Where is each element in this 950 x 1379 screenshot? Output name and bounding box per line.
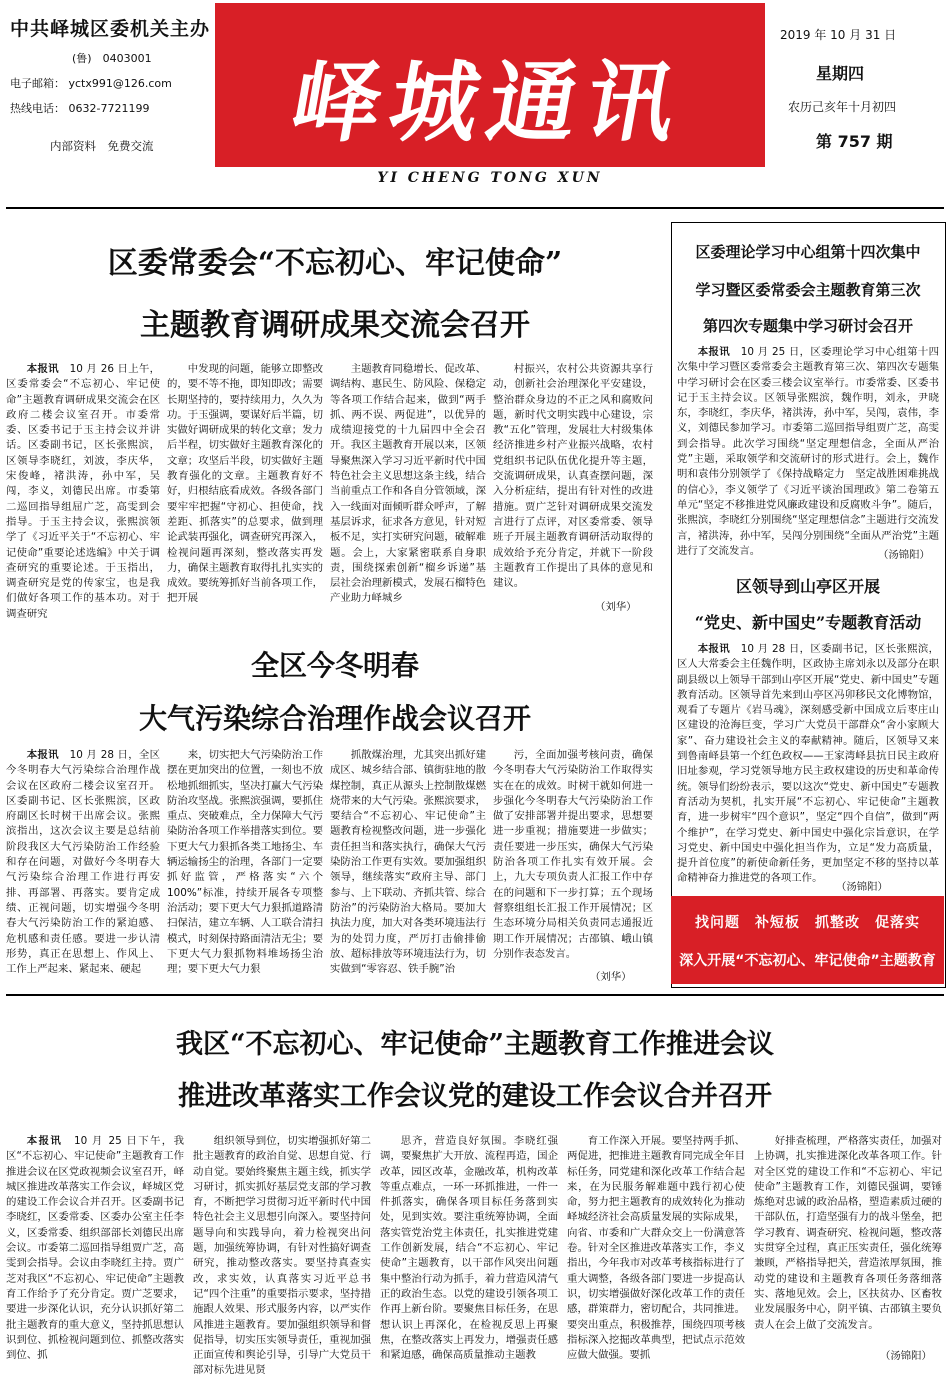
issue-number: 第 757 期 (816, 132, 893, 151)
newspaper-title: 峄城通讯 (283, 50, 695, 154)
article2-column2 (167, 748, 323, 984)
article3-column2 (193, 1134, 371, 1377)
side2-lead: 本报讯 (697, 643, 731, 655)
side2-byline: （汤锦阳） (836, 881, 888, 893)
side2-text: 10 月 28 日，区委副书记，区长张熙滨，区人大常委会主任魏作明，区政协主席刘永以及部分在职副县级以上领导干部到山亭区开展“党史、新中国史”专题教育活动。区领导首先来到山亭区冯卯移民文化博物馆，观看了专题片《岩马魂》，深刻感受新中国成立后枣庄山区建设的沧海巨变，学习广大党员干部群众“舍小家顾大家”、奋力建设社会主义的奉献精神。随后，区领导又来到鲁南峄县第一个红色政权——王家湾峄县抗日民主政府旧址参观，学习党领导地方民主政权建设的历史和革命传统。领导们纷纷表示，要以这次“党史、新中国史”专题教育活动为契机，扎实开展“不忘初心、牢记使命”主题教育，进一步树牢“四个意识”，坚定“四个自信”，做到“两个维护”，在学习党史、新中国史中强化宗旨意识，在学习党史、新中国史中强化担当作为，立足“发力高质量，提升首位度”的新使命新任务，更加坚定不移的坚持以革命精神奋力推进党的各项工作。 (677, 643, 939, 885)
side1-byline: （汤锦阳） (878, 549, 930, 561)
slogan-banner (671, 896, 944, 984)
article2-text3: 抓散煤治理，尤其突出抓好建成区、城乡结合部、镇街驻地的散煤控制，真正从源头上控制散煤燃烧带来的大气污染。张熙滨要求，要结合“不忘初心、牢记使命”主题教育检视整改问题，进一步强化责任担当和落实执行，确保大气污染防治工作更有实效。要加强组织领导，继续落实“政府主导、部门参与、上下联动、齐抓共管、综合防治”的污染防治大格局。要加大执法力度，加大对各类环境违法行为的处罚力度，严厉打击偷排偷放、超标排放等环境违法行为，切实做到“零容忍、铁手腕”治 (330, 749, 486, 976)
article1-headline-line1: 区委常委会“不忘初心、牢记使命” (107, 246, 563, 281)
issue-lunar-date: 农历己亥年十月初四 (788, 100, 897, 114)
article2-column3 (330, 748, 486, 984)
publisher-name: 中共峄城区委机关主办 (10, 18, 211, 40)
article1-column4 (493, 362, 653, 600)
internal-note: 内部资料 免费交流 (50, 139, 154, 153)
side2-headline-line2: “党史、新中国史”专题教育活动 (694, 613, 922, 632)
article2-headline-line2: 大气污染综合治理作战会议召开 (138, 702, 531, 735)
article3-column5 (754, 1134, 942, 1348)
article1-byline: （刘华） (595, 601, 637, 613)
article2-text4: 污，全面加强考核问责，确保今冬明春大气污染防治工作取得实实在在的成效。时树干就如何进一步强化今冬明春大气污染防治工作做了安排部署并提出要求，思想要进一步重视；措施要进一步做实；责任要进一步压实，确保大气污染防治各项工作扎实有效开展。会上，九大专项负责人汇报工作中存在的问题和下一步打算；五个现场督察组组长汇报工作开展情况；区生态环境分局相关负责同志通报近期工作开展情况；古邵镇、峨山镇分别作表态发言。 (493, 749, 653, 960)
article2-lead: 本报讯 (26, 749, 59, 761)
article1-column3 (330, 362, 486, 614)
article3-text4: 育工作深入开展。要坚持两手抓、两促进，把推进主题教育同完成全年目标任务，同党建和深化改革工作结合起来，在为民服务解难题中践行初心使命，努力把主题教育的成效转化为推动峄城经济社会高质量发展的实际成果，向省、市委和广大群众交上一份满意答卷。针对全区推进改革落实工作，李义指出，今年我市对改革考核指标进行了重大调整，各级各部门要进一步提高认识，切实增强做好深化改革工作的责任感，群策群力，密切配合，共同推进。要突出重点，积极推荐，围绕四项考核指标深入挖掘改革典型，把试点示范效应做大做强。要抓 (567, 1135, 745, 1362)
article2-byline: （刘华） (590, 971, 632, 983)
article3-text5: 好排查梳理，严格落实责任，加强对上协调，扎实推进深化改革各项工作。针对全区党的建设工作和“不忘初心、牢记使命”主题教育工作，刘德民强调，要锤炼绝对忠诚的政治品格，塑造素质过硬的干部队伍，打造坚强有力的战斗堡垒，把学习教育、调查研究、检视问题，整改落实贯穿全过程，真正压实责任，强化统筹兼顾，严格指导把关，营造浓厚氛围，推动党的建设和主题教育各项任务落细落实、落地见效。会上，区扶贫办、区畜牧业发展服务中心，阴平镇、古邵镇主要负责人在会上做了交流发言。 (754, 1135, 942, 1331)
article1-headline-line2: 主题教育调研成果交流会召开 (140, 308, 530, 343)
article3-text1: 10 月 25 日下午，我区“不忘初心、牢记使命”主题教育工作推进会议在区党政视频会议室召开，峄城区推进改革落实工作会议，峄城区党的建设工作会议合并召开。区委副书记李晓红，区委常委、区委办公室主任李义，区委常委、组织部部长刘德民出席会议。市委第二巡回指导组贾广芝，高雯到会指导。会议由李晓红主持。贾广芝对我区“不忘初心、牢记使命”主题教育工作给予了充分肯定。贾广芝要求，要进一步深化认识，充分认识抓好第二批主题教育的重大意义，坚持抓思想认识到位、抓检视问题到位、抓整改落实到位、抓 (6, 1135, 185, 1362)
side1-headline-line2: 学习暨区委常委会主题教育第三次 (695, 281, 921, 299)
newspaper-title-block (215, 3, 765, 188)
article3-headline-line2: 推进改革落实工作会议党的建设工作会议合并召开 (178, 1081, 772, 1112)
article1-lead: 本报讯 (26, 363, 59, 375)
article3-column1 (6, 1134, 184, 1364)
phone-line: 热线电话： 0632-7721199 (10, 102, 150, 115)
section-rule (6, 994, 944, 996)
masthead-right (780, 26, 940, 152)
article3-text3: 思齐，营造良好氛围。李晓红强调，要聚焦扩大开放、流程再造，国企改革，园区改革，金融改革，机构改革等重点难点，一环一环抓推进，一件一件抓落实，确保各项目标任务落到实处，见到实效。要注重统筹协调，全面落实管党治党主体责任，扎实推进党建工作创新发展，结合“不忘初心、牢记使命”主题教育，以干部作风突出问题集中整治行动为抓手，着力营造风清气正的政治生态。以党的建设引领各项工作再上新台阶。要聚焦目标任务，在思想认识上再深化，在检视反思上再聚焦，在整改落实上再发力，增强责任感和紧迫感，确保高质量推动主题教 (380, 1135, 558, 1362)
registration-number: (鲁) 0403001 (72, 52, 152, 65)
article1-text4: 村振兴，农村公共资源共享行动，创新社会治理深化平安建设，整治群众身边的不正之风和腐败问题，新时代文明实践中心建设，宗教“五化”管理，发展壮大村级集体经济推进乡村产业振兴战略，农村党组织书记队伍优化提升等主题，交流调研成果，认真查摆问题，深入分析症结，提出有针对性的改进措施。贾广芝针对调研成果交流发言进行了点评，对区委常委、领导班子开展主题教育调研活动取得的成效给予充分肯定，并就下一阶段主题教育工作提出了具体的意见和建议。 (493, 363, 653, 590)
article1-text3: 主题教育同稳增长、促改革、调结构、惠民生、防风险、保稳定等各项工作结合起来，做到“两手抓、两不误、两促进”，以优异的成绩迎接党的十九届四中全会召开。我区主题教育开展以来，区领导聚焦深入学习习近平新时代中国特色社会主义思想这条主线，结合当前重点工作和各自分管领域，深入一线面对面倾听群众呼声，了解基层诉求，征求各方意见，针对短板不足，实打实研究问题，破解难题。会上，大家紧密联系自身职责，围绕探索创新“榴乡诉递”基层社会治理新模式，发展石榴特色产业助力峄城乡 (330, 363, 486, 605)
email-line: 电子邮箱： yctx991@126.com (10, 77, 172, 90)
article3-text2: 组织领导到位，切实增强抓好第二批主题教育的政治自觉、思想自觉、行动自觉。要始终聚焦主题主线，抓实学习研讨，抓实抓好基层党支部的学习教育，不断把学习贯彻习近平新时代中国特色社会主义思想引向深入。要坚持问题导向和实践导向，着力检视突出问题，加强统筹协调，有针对性搞好调查研究，推动整改落实。要坚持真查实改，求实效，认真落实习近平总书记“四个注重”的重要指示要求，坚持措施跟人效果、形式服务内容，以严实作风推进主题教育。要加强组织领导和督促指导，切实压实领导责任，重视加强正面宣传和舆论引导，引导广大党员干部对标先进见贤 (193, 1135, 371, 1377)
newspaper-title-pinyin: YI CHENG TONG XUN (215, 167, 765, 189)
article3-column3 (380, 1134, 558, 1364)
article1-column1 (6, 362, 161, 620)
issue-weekday: 星期四 (816, 64, 865, 83)
side2-body (677, 642, 939, 885)
article2-column4 (493, 748, 653, 970)
side1-lead: 本报讯 (697, 346, 731, 358)
article2-headline-line1: 全区今冬明春 (250, 649, 419, 682)
masthead-rule (6, 207, 944, 209)
article2-column1 (6, 748, 160, 984)
masthead-left (10, 14, 210, 154)
side2-headline-line1: 区领导到山亭区开展 (735, 577, 880, 596)
article3-headline-line1: 我区“不忘初心、牢记使命”主题教育工作推进会议 (175, 1029, 775, 1060)
side1-headline-line1: 区委理论学习中心组第十四次集中 (695, 243, 921, 261)
article3-byline: （汤锦阳） (880, 1350, 932, 1362)
article2-text1: 10 月 28 日，全区今冬明春大气污染综合治理作战会议在区政府二楼会议室召开。区委副书记、区长张熙滨，区政府副区长时树干出席会议。张熙滨指出，这次会议主要是总结前阶段我区大气污染防治工作经验和存在问题，对做好今冬明春大气污染综合治理工作进行再安排、再部署、再落实。要肯定成绩、正视问题，切实增强今冬明春大气污染防治工作的紧迫感、危机感和责任感。要进一步认清形势，真正在思想上、作风上、工作上严起来、紧起来、硬起 (6, 749, 161, 976)
slogan-line2: 深入开展“不忘初心、牢记使命”主题教育 (679, 953, 936, 969)
article2-text2: 来，切实把大气污染防治工作摆在更加突出的位置，一刻也不放松地抓细抓实，坚决打赢大气污染防治攻坚战。张熙滨强调，要抓住重点、突破难点，全力保障大气污染防治各项工作举措落实到位。要下更大气力狠抓各类工地扬尘、车辆运输扬尘的治理，各部门一定要抓好监管，严格落实“六个 100%”标准，持续开展各专项整治活动；要下更大气力狠抓道路清扫保洁，建立车辆、人工联合清扫模式，时刻保持路面清洁无尘；要下更大气力狠抓物料堆场扬尘治理；要下更大气力狠 (167, 749, 323, 976)
side1-headline-line3: 第四次专题集中学习研讨会召开 (702, 317, 913, 335)
article3-column4 (567, 1134, 745, 1364)
slogan-line1: 找问题 补短板 抓整改 促落实 (695, 915, 920, 931)
article1-text1: 10 月 26 日上午，区委常委会“不忘初心、牢记使命”主题教育调研成果交流会在区政府二楼会议室召开。市委常委、区委书记于玉主持会议并讲话。区委副书记，区长张熙滨，区领导李晓红，刘波，李庆华，宋俊峰，褚洪涛，孙中军，吴闯，李义，刘德民出席。市委第二巡回指导组屈广芝，高雯到会指导。于玉主持会议，张熙滨领学了《习近平关于“不忘初心、牢记使命”重要论述选编》中关于调查研究的重要论述。于玉指出，调查研究是党的传家宝，也是我们做好各项工作的基本功。对于调查研究 (6, 363, 161, 620)
article1-column2 (167, 362, 323, 614)
article3-lead: 本报讯 (26, 1135, 63, 1147)
side1-text: 10 月 25 日，区委理论学习中心组第十四次集中学习暨区委常委会主题教育第三次、第四次专题集中学习研讨会在区委三楼会议室举行。市委常委、区委书记于玉主持会议。区领导张熙滨，魏作明，刘永，尹晓东，李晓红，李庆华，褚洪涛，孙中军，吴闯，袁伟，李义，刘德民参加学习。市委第二巡回指导组贾广芝，高雯到会指导。此次学习围绕“坚定理想信念，全面从严治党”主题，采取领学和交流研讨的形式进行。会上，魏作明和袁伟分别领学了《保持战略定力 坚定战胜困难挑战的信心》，李义领学了《习近平谈治国理政》第二卷第五单元“坚定不移推进党风廉政建设和反腐败斗争”。随后，张熙滨，李晓红分别围绕“坚定理想信念”主题进行交流发言，褚洪涛，孙中军，吴闯分别围绕“全面从严治党”主题进行了交流发言。 (677, 346, 939, 557)
article1-text2: 中发现的问题，能够立即整改的，要不等不拖，即知即改；需要长期坚持的，要持续用力，久久为功。于玉强调，要谋好后半篇，切实做好调研成果的转化文章；发力后半程，切实做好主题教育深化的文章；攻坚后半段，切实做好主题教育强化的文章。主题教育好不好，归根结底看成效。各级各部门要牢牢把握“守初心、担使命，找差距、抓落实”的总要求，做到理论武装再强化，调查研究再深入，检视问题再深刻，整改落实再发力，确保主题教育取得扎扎实实的成效。要统筹抓好当前各项工作，把开展 (167, 363, 323, 605)
issue-date: 2019 年 10 月 31 日 (780, 28, 897, 42)
